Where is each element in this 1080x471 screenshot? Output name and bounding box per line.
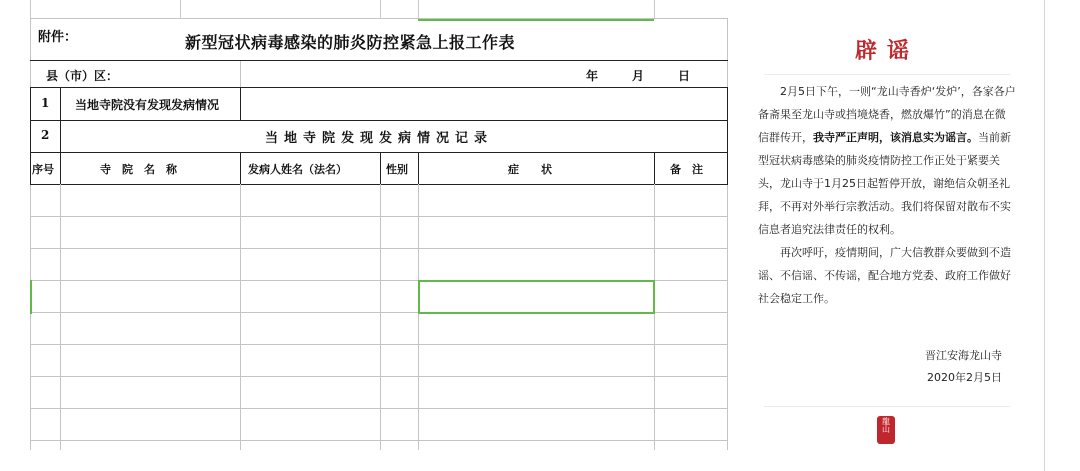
row-selection-edge bbox=[30, 280, 32, 314]
notice-text: 2月5日下午，一则“龙山寺香炉‘发炉’，各家各户备斋果至龙山寺或挡境烧香，燃放爆竹”的消息在微信群传开， bbox=[758, 85, 1016, 144]
row2-text: 当地寺院发现发病情况记录 bbox=[265, 131, 494, 146]
header-symptoms: 症 状 bbox=[508, 163, 552, 176]
strip-cell bbox=[30, 0, 31, 18]
strip-cell bbox=[654, 0, 655, 18]
header-gender: 性别 bbox=[386, 163, 408, 176]
strip-cell bbox=[380, 0, 381, 18]
notice-paragraph-1 bbox=[758, 80, 1016, 241]
strip-cell bbox=[180, 0, 181, 18]
header-remarks: 备 注 bbox=[670, 163, 703, 176]
date-month-label: 月 bbox=[632, 69, 645, 83]
notice-paragraph-2: 再次呼吁，疫情期间，广大信教群众要做到不造谣、不信谣、不传谣，配合地方党委、政府工作做好社会稳定工作。 bbox=[758, 246, 1011, 305]
rumor-notice bbox=[752, 20, 1022, 460]
date-year-label: 年 bbox=[586, 69, 599, 83]
notice-divider bbox=[764, 74, 1010, 75]
notice-bottom-divider bbox=[764, 406, 1010, 407]
notice-text: 当前新型冠状病毒感染的肺炎疫情防控工作正处于紧要关头，龙山寺于1月25日起暂停开放，谢绝信众朝圣礼拜，不再对外举行宗教活动。我们将保留对散布不实信息者追究法律责任的权利。 bbox=[758, 131, 1011, 236]
row-number: 2 bbox=[41, 128, 50, 142]
strip-cell bbox=[418, 0, 419, 18]
notice-body bbox=[758, 80, 1016, 310]
row1-text: 当地寺院没有发现发病情况 bbox=[75, 98, 220, 112]
row-number: 1 bbox=[41, 96, 50, 110]
report-worksheet bbox=[30, 18, 728, 450]
notice-date: 2020年2月5日 bbox=[927, 371, 1002, 384]
notice-signature: 晋江安海龙山寺 bbox=[925, 349, 1002, 362]
header-temple-name: 寺 院 名 称 bbox=[100, 163, 177, 176]
seal-text: 龍山 bbox=[881, 417, 891, 433]
notice-signature-block bbox=[925, 345, 1002, 389]
page-edge bbox=[1044, 0, 1045, 471]
header-serial: 序号 bbox=[32, 163, 54, 176]
temple-seal-logo bbox=[877, 416, 895, 444]
county-label: 县（市）区： bbox=[46, 69, 119, 83]
notice-bold-statement: 我寺严正声明，该消息实为谣言。 bbox=[813, 131, 978, 144]
header-patient-name: 发病人姓名（法名） bbox=[248, 163, 347, 176]
form-title: 新型冠状病毒感染的肺炎防控紧急上报工作表 bbox=[185, 33, 516, 52]
notice-title: 辟谣 bbox=[854, 38, 919, 64]
date-day-label: 日 bbox=[678, 69, 691, 83]
attachment-label: 附件： bbox=[38, 30, 78, 45]
sheet-top-strip bbox=[30, 0, 728, 18]
selected-cell[interactable] bbox=[418, 280, 655, 314]
